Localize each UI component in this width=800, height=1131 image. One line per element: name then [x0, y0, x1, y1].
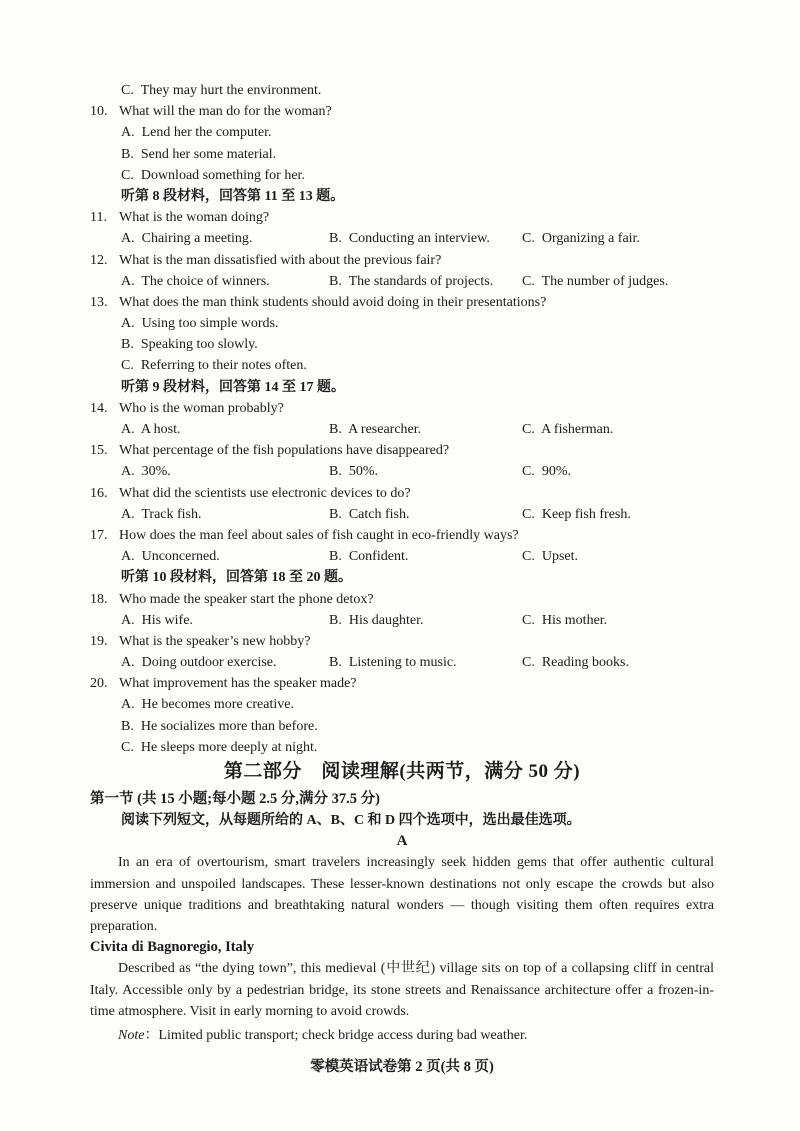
question-18-option-a: A. His wife.	[121, 612, 193, 628]
question-15-option-b: B. 50%.	[329, 464, 378, 480]
question-20-text: What improvement has the speaker made?	[119, 676, 357, 692]
question-13-option-a: A. Using too simple words.	[121, 316, 279, 332]
question-16-option-b: B. Catch fish.	[329, 506, 410, 522]
question-10-option-c: C. Download something for her.	[121, 167, 305, 183]
passage-a-subheading-civita: Civita di Bagnoregio, Italy	[90, 939, 255, 956]
question-15-options	[90, 461, 714, 482]
listening-cue-section-10: 听第 10 段材料，回答第 18 至 20 题。	[121, 570, 352, 586]
question-15-text: What percentage of the fish populations have disappeared?	[119, 443, 450, 459]
question-10	[90, 101, 714, 122]
question-14-option-b: B. A researcher.	[329, 422, 422, 437]
question-17-option-c: C. Upset.	[522, 549, 578, 565]
question-14-option-c: C. A fisherman.	[522, 422, 614, 437]
question-13	[90, 292, 714, 313]
question-11-option-c: C. Organizing a fair.	[522, 231, 640, 247]
listening-cue-section-8: 听第 8 段材料，回答第 11 至 13 题。	[121, 188, 345, 204]
listening-cue-section-9: 听第 9 段材料，回答第 14 至 17 题。	[121, 379, 345, 395]
question-14-text: Who is the woman probably?	[119, 400, 284, 416]
question-19-options	[90, 652, 714, 673]
question-11-option-a: A. Chairing a meeting.	[121, 231, 253, 247]
question-16-option-a: A. Track fish.	[121, 506, 202, 522]
question-13-number: 13.	[90, 294, 108, 310]
question-17	[90, 525, 714, 546]
part2-instruction: 阅读下列短文，从每题所给的 A、B、C 和 D 四个选项中，选出最佳选项。	[121, 813, 581, 828]
note-label: Note	[118, 1027, 145, 1043]
question-20-option-b: B. He socializes more than before.	[121, 718, 318, 734]
question-15-option-a: A. 30%.	[121, 464, 171, 480]
question-9-option-c: C. They may hurt the environment.	[121, 83, 322, 98]
question-17-number: 17.	[90, 527, 108, 543]
question-16-number: 16.	[90, 485, 108, 501]
question-18-options	[90, 610, 714, 631]
question-10-text: What will the man do for the woman?	[119, 104, 332, 120]
page-footer: 零模英语试卷第 2 页(共 8 页)	[310, 1059, 494, 1076]
question-19-text: What is the speaker’s new hobby?	[119, 633, 311, 649]
question-17-option-a: A. Unconcerned.	[121, 549, 220, 565]
question-20-option-a: A. He becomes more creative.	[121, 697, 294, 713]
question-10-number: 10.	[90, 104, 108, 120]
part2-section1-heading: 第一节 (共 15 小题;每小题 2.5 分,满分 37.5 分)	[90, 791, 380, 807]
question-19-option-b: B. Listening to music.	[329, 655, 457, 671]
passage-a-paragraph-1: In an era of overtourism, smart travelers increasingly seek hidden gems that offer authentic cultural immersion and unspoiled landscapes. These lesser-known destinations not only escape the crowds but also preserve unique traditions and breathtaking natural wonders — though visiting them often requires extra preparation.	[90, 855, 714, 934]
passage-a-paragraph-2: Described as “the dying town”, this medieval (中世纪) village sits on top of a collapsing cliff in central Italy. Accessible only by a pedestrian bridge, its stone streets and Renaissance architecture offer a frozen-in-time atmosphere. Visit in early morning to avoid crowds.	[90, 961, 714, 1019]
question-15-number: 15.	[90, 443, 108, 459]
question-12-text: What is the man dissatisfied with about the previous fair?	[119, 252, 442, 268]
question-20-option-c: C. He sleeps more deeply at night.	[121, 739, 318, 755]
question-12-option-c: C. The number of judges.	[522, 273, 669, 289]
question-17-options	[90, 546, 714, 567]
question-14-number: 14.	[90, 400, 108, 416]
question-16-text: What did the scientists use electronic devices to do?	[119, 485, 411, 501]
question-18-option-c: C. His mother.	[522, 612, 608, 628]
question-20	[90, 673, 714, 694]
question-14	[90, 398, 714, 419]
question-20-number: 20.	[90, 676, 108, 692]
question-12	[90, 250, 714, 271]
question-11	[90, 207, 714, 228]
question-16-options	[90, 504, 714, 525]
question-16-option-c: C. Keep fish fresh.	[522, 506, 631, 522]
question-10-option-a: A. Lend her the computer.	[121, 125, 272, 141]
question-18-text: Who made the speaker start the phone detox?	[119, 591, 374, 607]
question-12-number: 12.	[90, 252, 108, 268]
question-13-option-c: C. Referring to their notes often.	[121, 358, 307, 374]
question-10-option-b: B. Send her some material.	[121, 146, 277, 162]
question-15-option-c: C. 90%.	[522, 464, 571, 480]
question-11-options	[90, 228, 714, 249]
question-11-number: 11.	[90, 210, 107, 226]
question-19	[90, 631, 714, 652]
question-19-option-c: C. Reading books.	[522, 655, 629, 671]
question-13-text: What does the man think students should avoid doing in their presentations?	[119, 294, 547, 310]
question-14-options	[90, 419, 714, 440]
question-16	[90, 483, 714, 504]
question-13-option-b: B. Speaking too slowly.	[121, 337, 258, 353]
question-19-number: 19.	[90, 633, 108, 649]
question-14-option-a: A. A host.	[121, 422, 181, 437]
passage-a-note	[90, 1025, 714, 1046]
question-11-text: What is the woman doing?	[119, 210, 270, 226]
passage-a-label: A	[396, 833, 408, 850]
question-18	[90, 589, 714, 610]
question-17-text: How does the man feel about sales of fish caught in eco-friendly ways?	[119, 527, 519, 543]
part2-heading: 第二部分 阅读理解(共两节，满分 50 分)	[223, 761, 581, 782]
question-18-number: 18.	[90, 591, 108, 607]
question-12-option-a: A. The choice of winners.	[121, 273, 270, 289]
note-text: ：Limited public transport; check bridge access during bad weather.	[144, 1027, 528, 1043]
question-19-option-a: A. Doing outdoor exercise.	[121, 655, 277, 671]
question-12-option-b: B. The standards of projects.	[329, 273, 494, 289]
question-17-option-b: B. Confident.	[329, 549, 409, 565]
question-15	[90, 440, 714, 461]
question-11-option-b: B. Conducting an interview.	[329, 231, 490, 247]
question-18-option-b: B. His daughter.	[329, 612, 424, 628]
question-12-options	[90, 271, 714, 292]
